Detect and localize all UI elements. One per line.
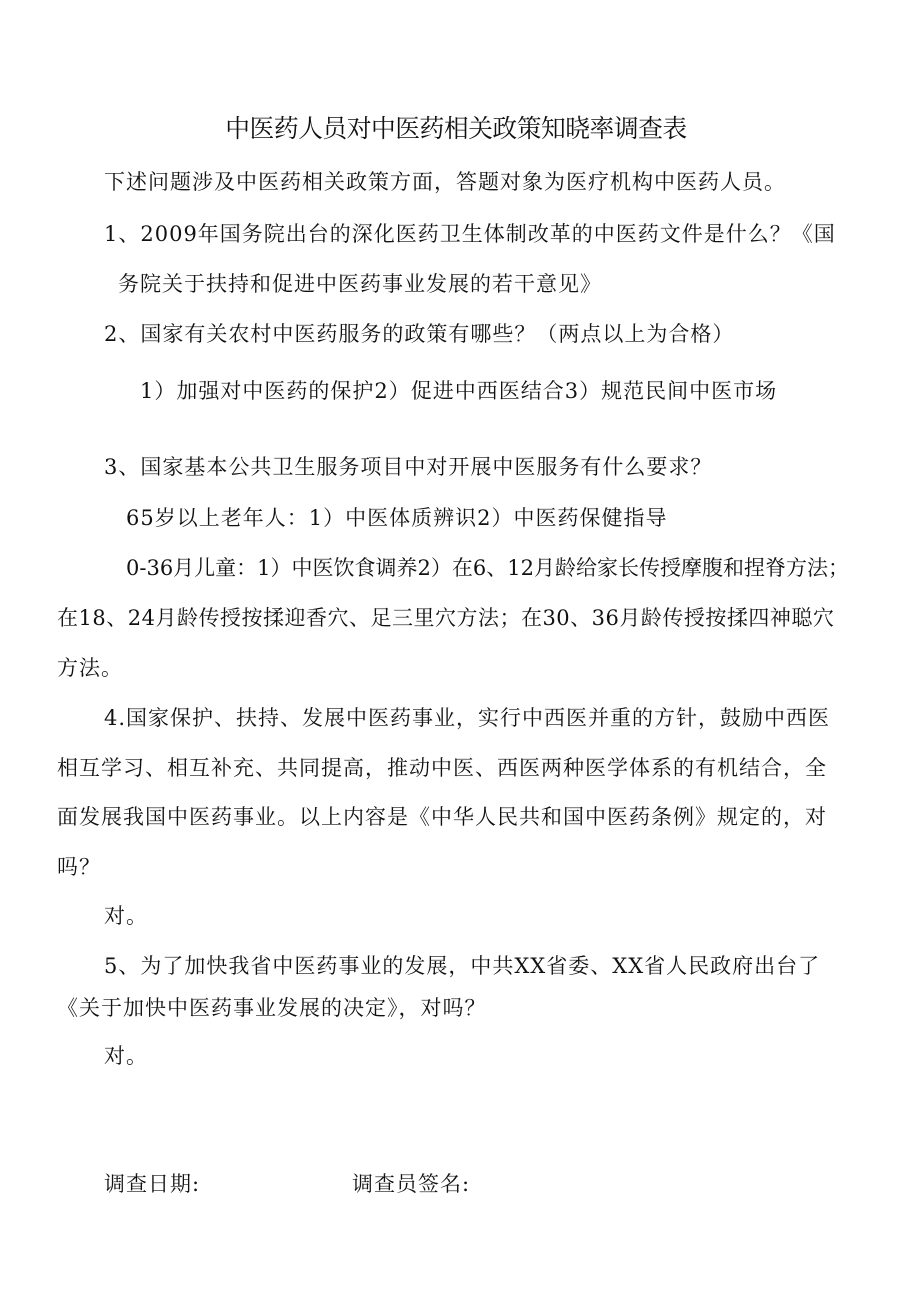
question-5-line-2: 《关于加快中医药事业发展的决定》，对吗？	[57, 996, 487, 1020]
question-4-answer: 对。	[104, 904, 148, 928]
question-4-line-4: 吗？	[57, 855, 101, 879]
survey-date-label: 调查日期:	[104, 1172, 201, 1196]
question-3: 3、国家基本公共卫生服务项目中对开展中医服务有什么要求？	[104, 455, 713, 479]
question-1-line-1: 1、2009年国务院出台的深化医药卫生体制改革的中医药文件是什么？《国	[104, 222, 836, 246]
intro-text: 下述问题涉及中医药相关政策方面，答题对象为医疗机构中医药人员。	[104, 170, 786, 194]
question-2: 2、国家有关农村中医药服务的政策有哪些？（两点以上为合格）	[104, 322, 735, 346]
question-3-answer-child-line-2: 在18、24月龄传授按揉迎香穴、足三里穴方法；在30、36月龄传授按揉四神聪穴	[57, 606, 835, 630]
question-3-answer-child-line-1: 0-36月儿童：1）中医饮食调养2）在6、12月龄给家长传授摩腹和捏脊方法；	[126, 556, 849, 580]
question-4-line-2: 相互学习、相互补充、共同提高，推动中医、西医两种医学体系的有机结合，全	[57, 756, 827, 780]
question-3-answer-elderly: 65岁以上老年人：1）中医体质辨识2）中医药保健指导	[126, 506, 668, 530]
question-4-line-3: 面发展我国中医药事业。以上内容是《中华人民共和国中医药条例》规定的，对	[57, 805, 827, 829]
question-3-answer-child-line-3: 方法。	[57, 656, 123, 680]
surveyor-signature-label: 调查员签名:	[352, 1172, 471, 1196]
question-5-answer: 对。	[104, 1044, 148, 1068]
question-2-answer: 1）加强对中医药的保护2）促进中西医结合3）规范民间中医市场	[140, 379, 778, 403]
question-5-line-1: 5、为了加快我省中医药事业的发展，中共XX省委、XX省人民政府出台了	[104, 954, 821, 978]
question-4-line-1: 4.国家保护、扶持、发展中医药事业，实行中西医并重的方针，鼓励中西医	[104, 706, 831, 730]
document-title: 中医药人员对中医药相关政策知晓率调查表	[225, 114, 687, 143]
question-1-line-2: 务院关于扶持和促进中医药事业发展的若干意见》	[118, 272, 602, 296]
